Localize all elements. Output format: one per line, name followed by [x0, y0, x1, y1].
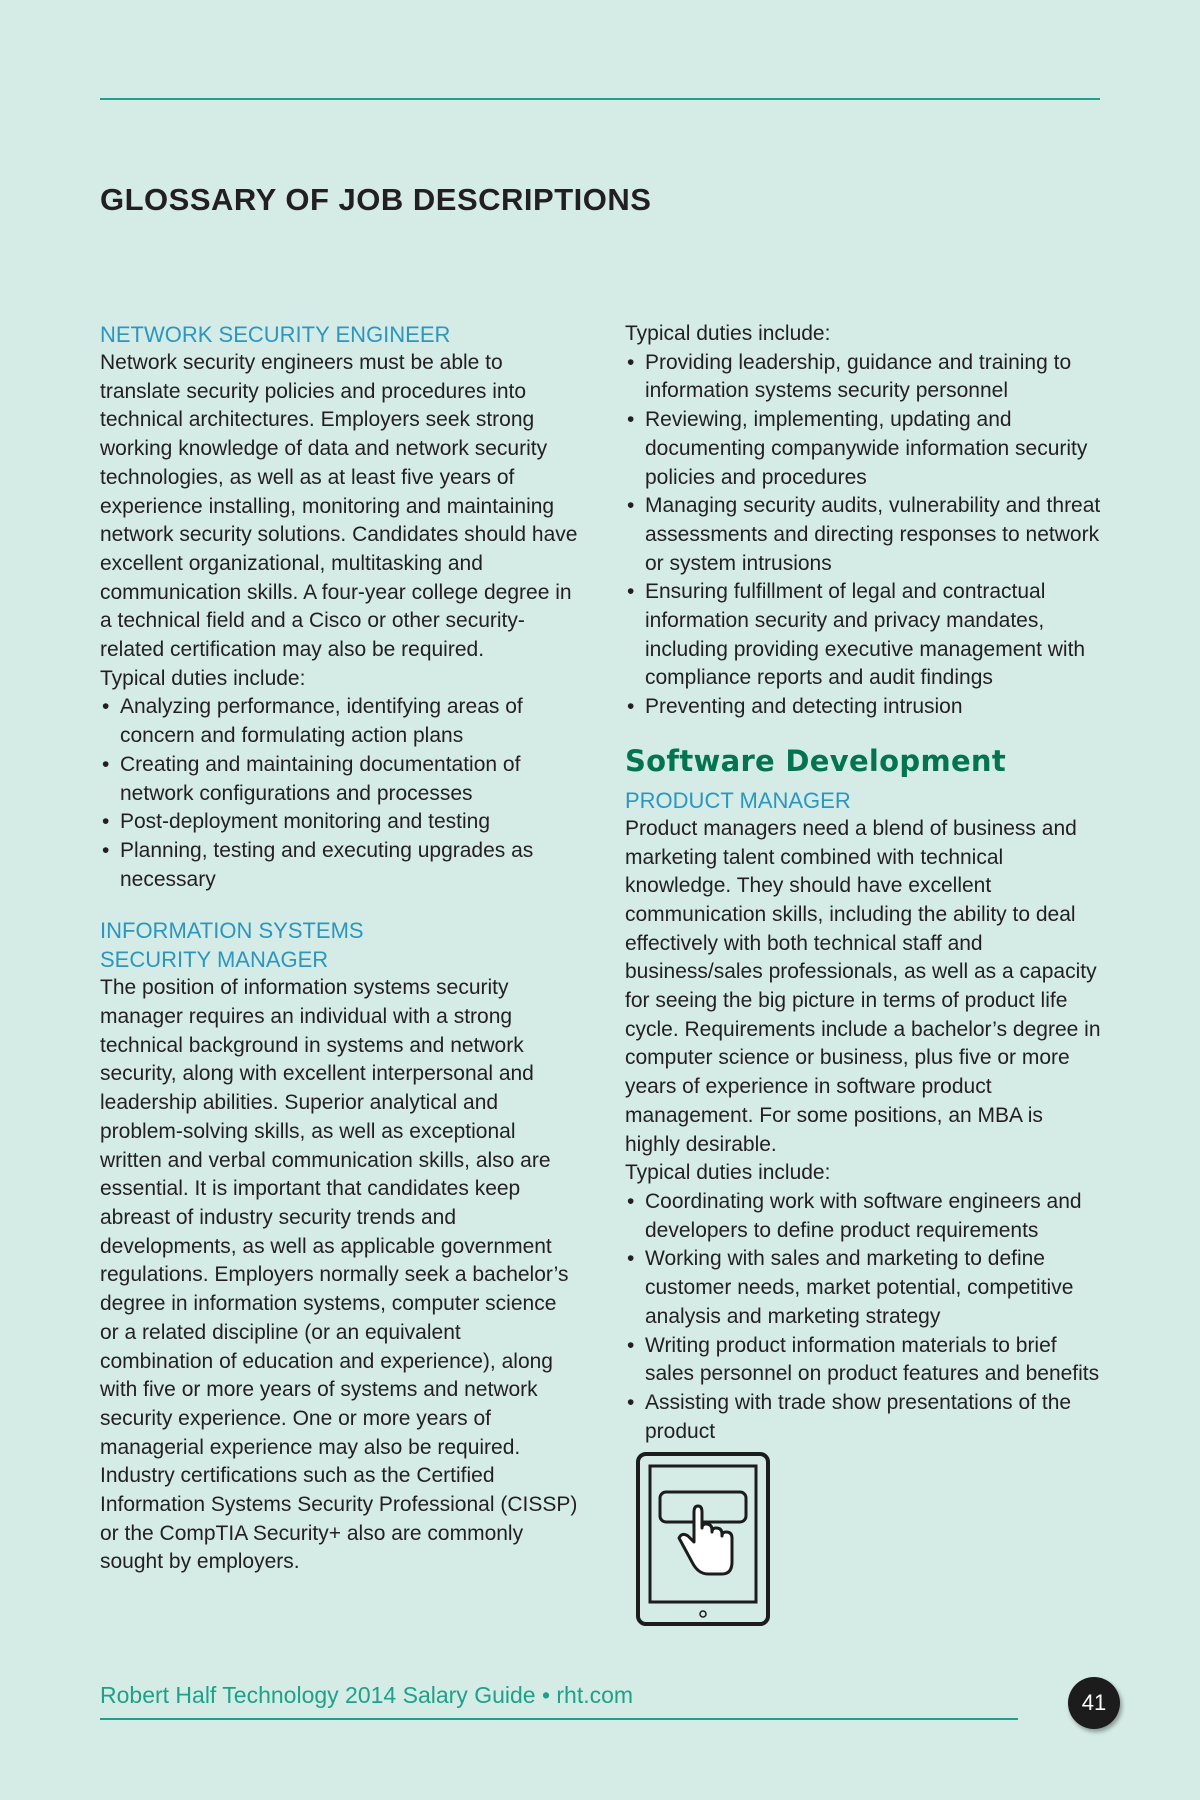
duties-label: Typical duties include: — [625, 322, 831, 345]
duty-item: • Working with sales and marketing to define customer needs, market potential, competitive analysis and marketing strategy — [625, 1245, 1103, 1331]
job-title-line-2: SECURITY MANAGER — [100, 947, 329, 973]
duty-item: • Post-deployment monitoring and testing — [100, 808, 578, 837]
right-column — [625, 320, 1103, 1446]
page-number-badge: 41 — [1068, 1677, 1120, 1729]
duty-item: • Planning, testing and executing upgrades as necessary — [100, 837, 578, 894]
duty-item: • Providing leadership, guidance and training to information systems security personnel — [625, 349, 1103, 406]
duty-item: • Analyzing performance, identifying areas of concern and formulating action plans — [100, 693, 578, 750]
duties-list-information-systems-security-manager — [625, 349, 1103, 722]
job-title-line-1: INFORMATION SYSTEMS — [100, 918, 364, 944]
footer-divider — [100, 1718, 1018, 1720]
duty-item: • Assisting with trade show presentations of the product — [625, 1389, 1103, 1446]
section-heading-software-development: Software Development — [625, 743, 1007, 778]
duty-item: • Writing product information materials to brief sales personnel on product features and benefits — [625, 1332, 1103, 1389]
job-title-product-manager: PRODUCT MANAGER — [625, 787, 851, 813]
job-description-information-systems-security-manager: The position of information systems security manager requires an individual with a strong technical background in systems and network security, along with excellent interpersonal and leadership abilities. Superior analytical and problem-solving skills, as well as exceptional written and verbal communication skills, also are essential. It is important that candidates keep abreast of industry security trends and developments, as well as applicable government regulations. Employers normally seek a bachelor’s degree in information systems, computer science or a related discipline (or an equivalent combination of education and experience), along with five or more years of systems and network security experience. One or more years of managerial experience may also be required. Industry certifications such as the Certified Information Systems Security Professional (CISSP) or the CompTIA Security+ also are commonly sought by employers. — [100, 976, 578, 1574]
duties-list-product-manager — [625, 1188, 1103, 1446]
top-divider — [100, 98, 1100, 100]
duty-item: • Preventing and detecting intrusion — [625, 693, 1103, 722]
duties-label: Typical duties include: — [100, 666, 306, 690]
page-title: GLOSSARY OF JOB DESCRIPTIONS — [100, 182, 652, 217]
job-description-network-security-engineer: Network security engineers must be able to translate security policies and procedures into technical architectures. Employers seek strong working knowledge of data and network security technologies, as well as at least five years of experience installing, monitoring and maintaining network security solutions. Candidates should have excellent organizational, multitasking and communication skills. A four-year college degree in a technical field and a Cisco or other security-related certification may also be required. — [100, 351, 578, 662]
job-title-network-security-engineer: NETWORK SECURITY ENGINEER — [100, 322, 451, 347]
job-title-information-systems-security-manager — [100, 916, 578, 974]
duty-item: • Managing security audits, vulnerability and threat assessments and directing responses to network or system intrusions — [625, 492, 1103, 578]
duty-item: • Coordinating work with software engineers and developers to define product requirements — [625, 1188, 1103, 1245]
footer-text: Robert Half Technology 2014 Salary Guide • rht.com — [100, 1682, 634, 1708]
duties-label: Typical duties include: — [625, 1161, 831, 1185]
duty-item: • Ensuring fulfillment of legal and contractual information security and privacy mandates, including providing executive management with compliance reports and audit findings — [625, 578, 1103, 693]
duty-item: • Creating and maintaining documentation of network configurations and processes — [100, 751, 578, 808]
duty-item: • Reviewing, implementing, updating and documenting companywide information security policies and procedures — [625, 406, 1103, 492]
duties-list-network-security-engineer — [100, 693, 578, 894]
tablet-touch-icon — [636, 1452, 770, 1626]
job-description-product-manager: Product managers need a blend of business and marketing talent combined with technical knowledge. They should have excellent communication skills, including the ability to deal effectively with both technical staff and business/sales professionals, as well as a capacity for seeing the big picture in terms of product life cycle. Requirements include a bachelor’s degree in computer science or business, plus five or more years of experience in software product management. For some positions, an MBA is highly desirable. — [625, 816, 1101, 1156]
left-column — [100, 320, 578, 1577]
